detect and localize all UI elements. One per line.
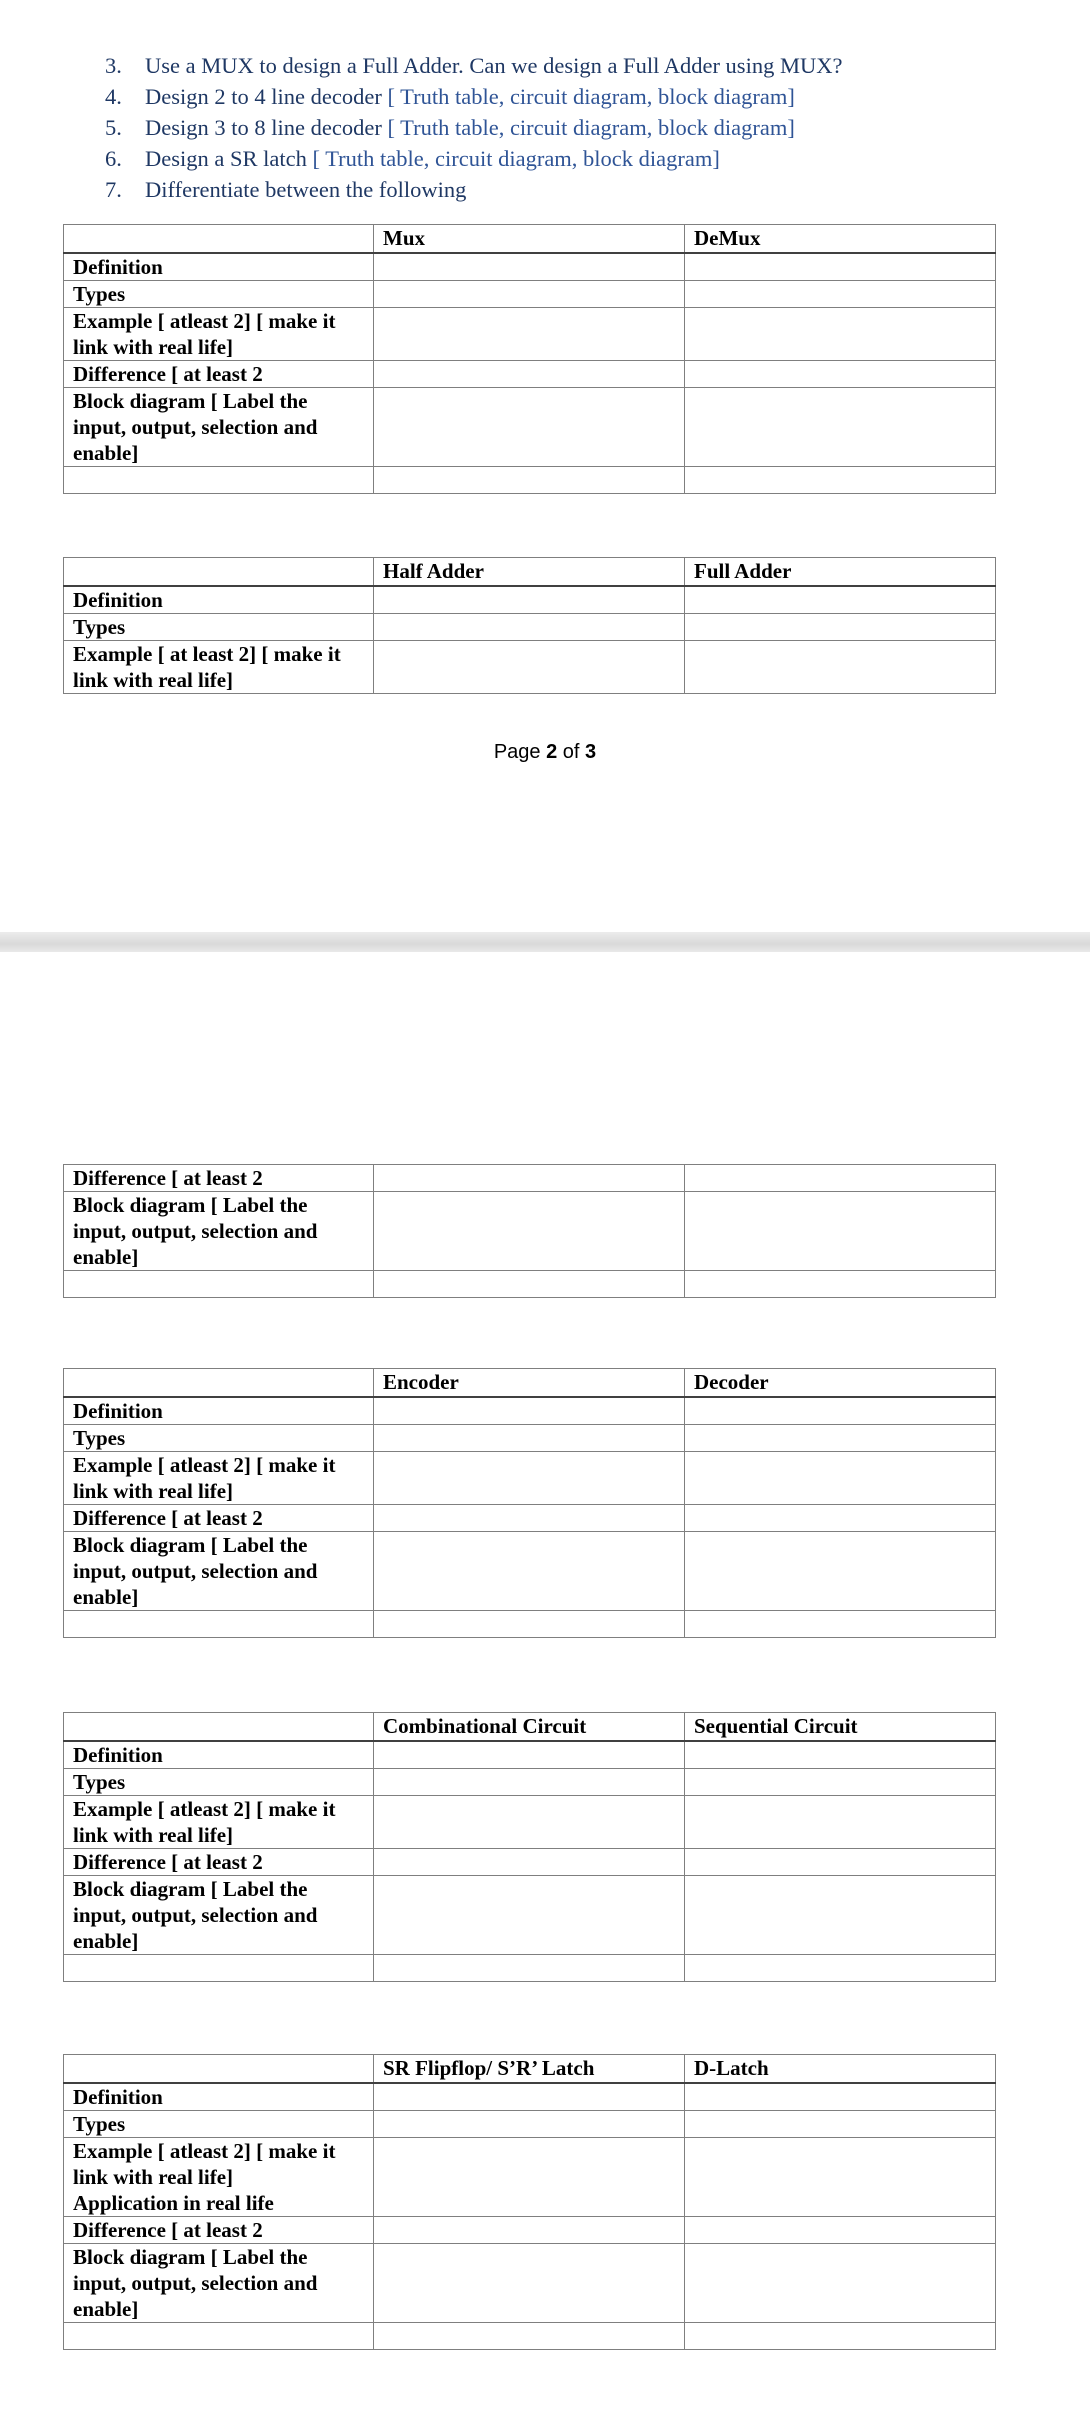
row-label-types: Types	[64, 1769, 374, 1796]
answer-cell[interactable]	[685, 586, 996, 614]
mux-demux-table	[63, 224, 996, 494]
row-label-definition: Definition	[64, 253, 374, 281]
question-text: Design a SR latch	[145, 146, 313, 171]
answer-cell[interactable]	[685, 2244, 996, 2323]
row-label-difference: Difference [ at least 2	[64, 1505, 374, 1532]
blank-cell[interactable]	[685, 2323, 996, 2350]
blank-cell[interactable]	[374, 1271, 685, 1298]
answer-cell[interactable]	[685, 2111, 996, 2138]
blank-cell[interactable]	[374, 467, 685, 494]
row-label-example: Example [ atleast 2] [ make it link with real life]	[64, 1452, 374, 1505]
answer-cell[interactable]	[374, 2244, 685, 2323]
answer-cell[interactable]	[374, 1741, 685, 1769]
column-header-sequential: Sequential Circuit	[685, 1713, 996, 1742]
row-label-types: Types	[64, 2111, 374, 2138]
blank-cell[interactable]	[64, 1611, 374, 1638]
row-label-difference: Difference [ at least 2	[64, 2217, 374, 2244]
blank-cell[interactable]	[64, 2323, 374, 2350]
application-label: Application in real life	[73, 2191, 274, 2215]
row-label-difference: Difference [ at least 2	[64, 361, 374, 388]
question-text: Differentiate between the following	[145, 177, 467, 202]
blank-cell[interactable]	[374, 2323, 685, 2350]
answer-cell[interactable]	[685, 2217, 996, 2244]
column-header-full-adder: Full Adder	[685, 558, 996, 587]
answer-cell[interactable]	[685, 361, 996, 388]
answer-cell[interactable]	[685, 1192, 996, 1271]
answer-cell[interactable]	[374, 586, 685, 614]
answer-cell[interactable]	[374, 1452, 685, 1505]
question-number: 4.	[105, 84, 122, 109]
answer-cell[interactable]	[374, 1532, 685, 1611]
circuit-type-table	[63, 1712, 996, 1982]
row-label-definition: Definition	[64, 2083, 374, 2111]
answer-cell[interactable]	[374, 2138, 685, 2217]
blank-cell[interactable]	[374, 1611, 685, 1638]
row-label-types: Types	[64, 614, 374, 641]
blank-cell[interactable]	[685, 1955, 996, 1982]
answer-cell[interactable]	[374, 1425, 685, 1452]
page-footer	[0, 741, 1090, 764]
question-item	[105, 143, 842, 174]
row-label-example-application	[64, 2138, 374, 2217]
answer-cell[interactable]	[685, 1769, 996, 1796]
question-requirements: [ Truth table, circuit diagram, block diagram]	[387, 115, 795, 140]
answer-cell[interactable]	[374, 308, 685, 361]
latch-table	[63, 2054, 996, 2350]
row-label-block-diagram: Block diagram [ Label the input, output, selection and enable]	[64, 2244, 374, 2323]
answer-cell[interactable]	[685, 2083, 996, 2111]
answer-cell[interactable]	[374, 1876, 685, 1955]
answer-cell[interactable]	[685, 281, 996, 308]
row-label-example: Example [ at least 2] [ make it link with real life]	[64, 641, 374, 694]
blank-cell[interactable]	[685, 1611, 996, 1638]
adder-table-continued	[63, 1164, 996, 1298]
blank-cell[interactable]	[64, 1955, 374, 1982]
answer-cell[interactable]	[685, 388, 996, 467]
blank-cell[interactable]	[64, 467, 374, 494]
answer-cell[interactable]	[374, 388, 685, 467]
answer-cell[interactable]	[374, 1796, 685, 1849]
answer-cell[interactable]	[374, 1769, 685, 1796]
row-label-types: Types	[64, 1425, 374, 1452]
answer-cell[interactable]	[374, 361, 685, 388]
blank-cell[interactable]	[374, 1955, 685, 1982]
page-label: Page	[493, 741, 547, 763]
answer-cell[interactable]	[685, 1532, 996, 1611]
page-of-label: of	[557, 741, 586, 763]
header-empty-cell	[64, 1369, 374, 1398]
blank-cell[interactable]	[64, 1271, 374, 1298]
total-page-number: 3	[585, 741, 597, 763]
question-requirements: [ Truth table, circuit diagram, block diagram]	[312, 146, 720, 171]
row-label-definition: Definition	[64, 1741, 374, 1769]
page-separator	[0, 932, 1090, 952]
encoder-decoder-table	[63, 1368, 996, 1638]
column-header-half-adder: Half Adder	[374, 558, 685, 587]
answer-cell[interactable]	[685, 614, 996, 641]
question-number: 5.	[105, 115, 122, 140]
header-empty-cell	[64, 225, 374, 254]
column-header-combinational: Combinational Circuit	[374, 1713, 685, 1742]
adder-table	[63, 557, 996, 694]
current-page-number: 2	[546, 741, 558, 763]
answer-cell[interactable]	[374, 253, 685, 281]
question-item	[105, 112, 842, 143]
answer-cell[interactable]	[374, 1849, 685, 1876]
answer-cell[interactable]	[374, 641, 685, 694]
example-label: Example [ atleast 2] [ make it link with real life]	[73, 2139, 336, 2189]
answer-cell[interactable]	[374, 1397, 685, 1425]
row-label-definition: Definition	[64, 1397, 374, 1425]
row-label-definition: Definition	[64, 586, 374, 614]
question-text: Design 3 to 8 line decoder	[145, 115, 388, 140]
answer-cell[interactable]	[685, 253, 996, 281]
column-header-sr-flipflop: SR Flipflop/ S’R’ Latch	[374, 2055, 685, 2084]
question-list	[105, 50, 842, 205]
blank-cell[interactable]	[685, 467, 996, 494]
row-label-block-diagram: Block diagram [ Label the input, output, selection and enable]	[64, 1532, 374, 1611]
blank-cell[interactable]	[685, 1271, 996, 1298]
answer-cell[interactable]	[374, 2083, 685, 2111]
answer-cell[interactable]	[374, 614, 685, 641]
question-item	[105, 174, 842, 205]
row-label-block-diagram: Block diagram [ Label the input, output, selection and enable]	[64, 388, 374, 467]
row-label-block-diagram: Block diagram [ Label the input, output, selection and enable]	[64, 1876, 374, 1955]
answer-cell[interactable]	[685, 2138, 996, 2217]
answer-cell[interactable]	[374, 2111, 685, 2138]
header-empty-cell	[64, 2055, 374, 2084]
answer-cell[interactable]	[374, 1505, 685, 1532]
row-label-difference: Difference [ at least 2	[64, 1165, 374, 1192]
document-page-3	[0, 952, 1090, 2410]
question-item	[105, 50, 842, 81]
header-empty-cell	[64, 558, 374, 587]
answer-cell[interactable]	[685, 1505, 996, 1532]
question-requirements: [ Truth table, circuit diagram, block diagram]	[387, 84, 795, 109]
question-number: 3.	[105, 53, 122, 78]
question-item	[105, 81, 842, 112]
document-page-2	[0, 0, 1090, 932]
answer-cell[interactable]	[685, 1452, 996, 1505]
row-label-example: Example [ atleast 2] [ make it link with real life]	[64, 1796, 374, 1849]
answer-cell[interactable]	[374, 2217, 685, 2244]
answer-cell[interactable]	[374, 1165, 685, 1192]
question-number: 6.	[105, 146, 122, 171]
row-label-example: Example [ atleast 2] [ make it link with real life]	[64, 308, 374, 361]
column-header-mux: Mux	[374, 225, 685, 254]
column-header-d-latch: D-Latch	[685, 2055, 996, 2084]
answer-cell[interactable]	[685, 1876, 996, 1955]
answer-cell[interactable]	[685, 1425, 996, 1452]
answer-cell[interactable]	[685, 1796, 996, 1849]
question-text: Use a MUX to design a Full Adder. Can we design a Full Adder using MUX?	[145, 53, 843, 78]
answer-cell[interactable]	[685, 1165, 996, 1192]
column-header-encoder: Encoder	[374, 1369, 685, 1398]
answer-cell[interactable]	[374, 281, 685, 308]
row-label-difference: Difference [ at least 2	[64, 1849, 374, 1876]
answer-cell[interactable]	[685, 641, 996, 694]
row-label-block-diagram: Block diagram [ Label the input, output, selection and enable]	[64, 1192, 374, 1271]
answer-cell[interactable]	[374, 1192, 685, 1271]
answer-cell[interactable]	[685, 1849, 996, 1876]
column-header-decoder: Decoder	[685, 1369, 996, 1398]
answer-cell[interactable]	[685, 1741, 996, 1769]
row-label-types: Types	[64, 281, 374, 308]
column-header-demux: DeMux	[685, 225, 996, 254]
question-number: 7.	[105, 177, 122, 202]
answer-cell[interactable]	[685, 308, 996, 361]
question-text: Design 2 to 4 line decoder	[145, 84, 388, 109]
answer-cell[interactable]	[685, 1397, 996, 1425]
header-empty-cell	[64, 1713, 374, 1742]
